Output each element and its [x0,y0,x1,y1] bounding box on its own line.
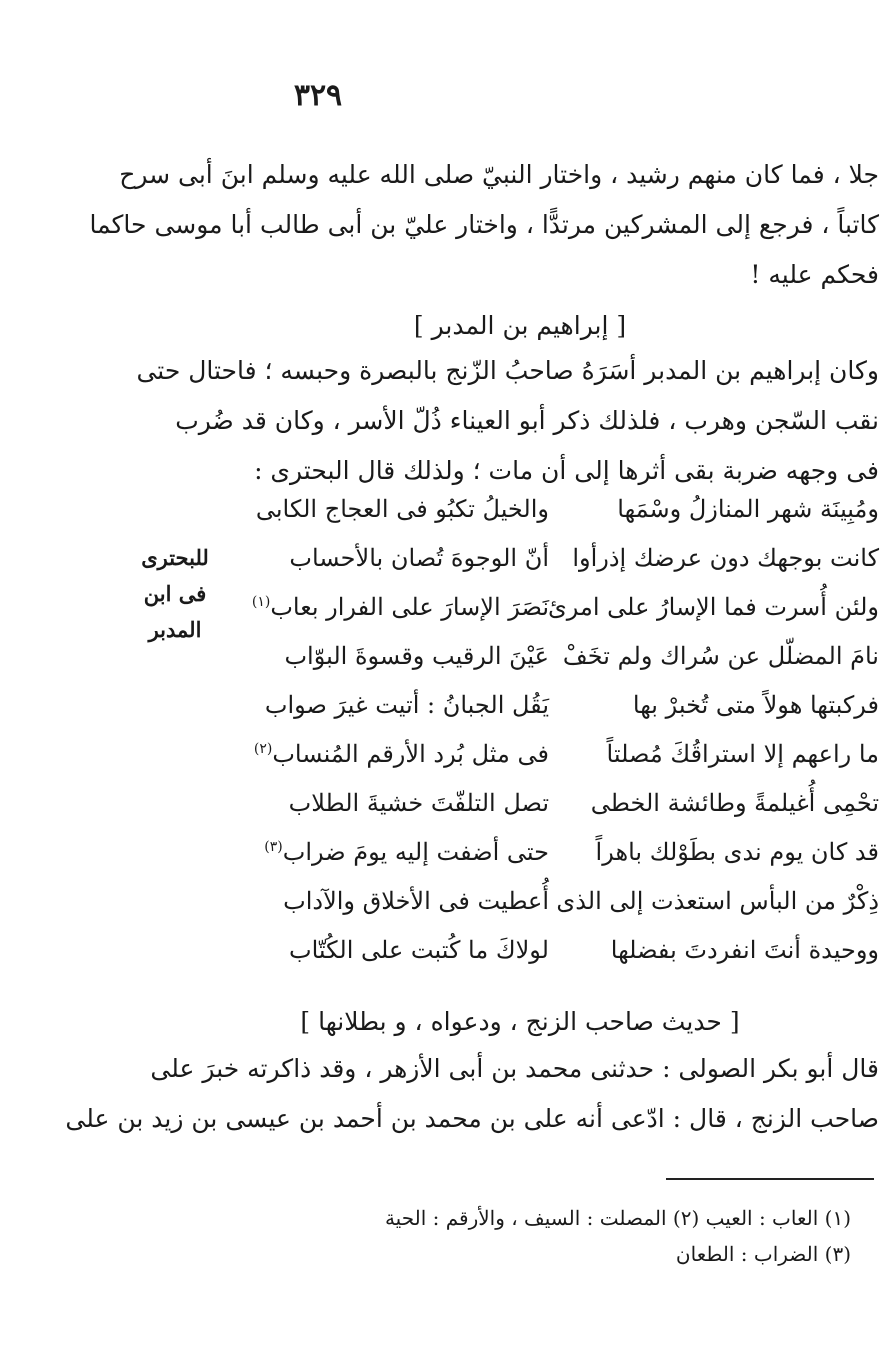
poem-hemistich-second [239,740,549,768]
footnote-marker: (١) [251,593,271,610]
poem-hemistich-second [239,642,549,670]
poem-hemistich-first: نامَ المضلّل عن سُراك ولم تخَفْ [562,641,879,670]
poem-hemistich-first: كانت بوجهك دون عرضك إذرأوا [572,543,879,572]
footnote-marker: (٣) [264,838,283,855]
section-2-line: صاحب الزنج ، قال : ادّعى أنه على بن محمد بن أحمد بن عيسى بن زيد بن على [65,1104,879,1133]
section-1-line: فى وجهه ضربة بقى أثرها إلى أن مات ؛ ولذلك قال البحترى : [254,456,879,485]
poem-verse [239,631,879,680]
poem-hemistich-text: أُعطيت فى الأخلاق والآداب [283,886,549,915]
poem-verse [239,778,879,827]
margin-note: للبحترى فى ابن المدبر [141,545,209,642]
section-heading-ibrahim: [ إبراهيم بن المدبر ] [413,311,627,340]
footnote-line: (١) العاب : العيب (٢) المصلت : السيف ، والأرقم : الحية [384,1206,851,1230]
poem-verse [239,925,879,974]
poem-verse [239,484,879,533]
poem-hemistich-second [239,936,549,964]
poem-verse [239,533,879,582]
poem-hemistich-text: لولاكَ ما كُتبت على الكُتّاب [289,935,549,964]
section-1-line: نقب السّجن وهرب ، فلذلك ذكر أبو العيناء ذُلّ الأسر ، وكان قد ضُرب [175,406,879,435]
poem-hemistich-second [239,789,549,817]
footnote-divider [666,1178,874,1180]
footnote-marker: (٢) [253,740,273,757]
poem-verse [239,680,879,729]
section-heading-zanj: [ حديث صاحب الزنج ، ودعواه ، و بطلانها ] [300,1007,740,1036]
poem-hemistich-second [239,887,549,915]
section-1-paragraph [136,346,879,496]
poem-verse [239,827,879,876]
poem-hemistich-text: نَصَرَ الإسارَ على الفرار بعاب [270,592,549,621]
footnotes [331,1200,851,1272]
poem-hemistich-text: تصل التلفّتَ خشيةَ الطلاب [288,788,549,817]
intro-line: جلا ، فما كان منهم رشيد ، واختار النبيّ صلى الله عليه وسلم ابنَ أبى سرح [119,160,879,189]
poem-hemistich-text: حتى أضفت إليه يومَ ضراب [282,837,549,866]
poem-verse [239,876,879,925]
poem-hemistich-text: أنّ الوجوهَ تُصان بالأحساب [289,543,549,572]
section-2-line: قال أبو بكر الصولى : حدثنى محمد بن أبى الأزهر ، وقد ذاكرته خبرَ على [150,1054,879,1083]
intro-paragraph [89,150,879,300]
poem-hemistich-second [239,838,549,866]
poem-hemistich-text: يَقُل الجبانُ : أتيت غيرَ صواب [264,690,549,719]
section-2-paragraph [65,1044,879,1144]
poem-hemistich-second [239,691,549,719]
poem-hemistich-first: فركبتها هولاً متى تُخبرْ بها [632,690,879,719]
poem-hemistich-first: تحْمِى أُغيلمةً وطائشة الخطى [590,788,879,817]
poem-hemistich-first: ذِكْرٌ من البأس استعذت إلى الذى [556,886,879,915]
poem-hemistich-first: ووحيدة أنتَ انفردتَ بفضلها [610,935,879,964]
poem-hemistich-second [239,495,549,523]
intro-line: فحكم عليه ! [750,260,879,289]
poem [239,484,879,974]
poem-hemistich-first: ومُبِينَة شهر المنازلُ وسْمَها [617,494,879,523]
poem-hemistich-second [239,593,549,621]
poem-hemistich-text: عَيْنَ الرقيب وقسوةَ البوّاب [284,641,549,670]
poem-hemistich-first: ولئن أُسرت فما الإسارُ على امرئ [547,592,879,621]
poem-verse [239,729,879,778]
footnote-line: (٣) الضراب : الطعان [675,1242,851,1266]
poem-verse [239,582,879,631]
poem-hemistich-first: قد كان يوم ندى بطَوْلك باهراً [595,837,879,866]
poem-hemistich-second [239,544,549,572]
page-number: ٣٢٩ [293,78,343,113]
intro-line: كاتباً ، فرجع إلى المشركين مرتدًّا ، واختار عليّ بن أبى طالب أبا موسى حاكما [89,210,879,239]
poem-hemistich-first: ما راعهم إلا استراقُكَ مُصلتاً [606,739,879,768]
section-1-line: وكان إبراهيم بن المدبر أسَرَهُ صاحبُ الزّنج بالبصرة وحبسه ؛ فاحتال حتى [136,356,879,385]
poem-hemistich-text: فى مثل بُرد الأرقم المُنساب [272,739,549,768]
poem-hemistich-text: والخيلُ تكبُو فى العجاج الكابى [255,494,549,523]
